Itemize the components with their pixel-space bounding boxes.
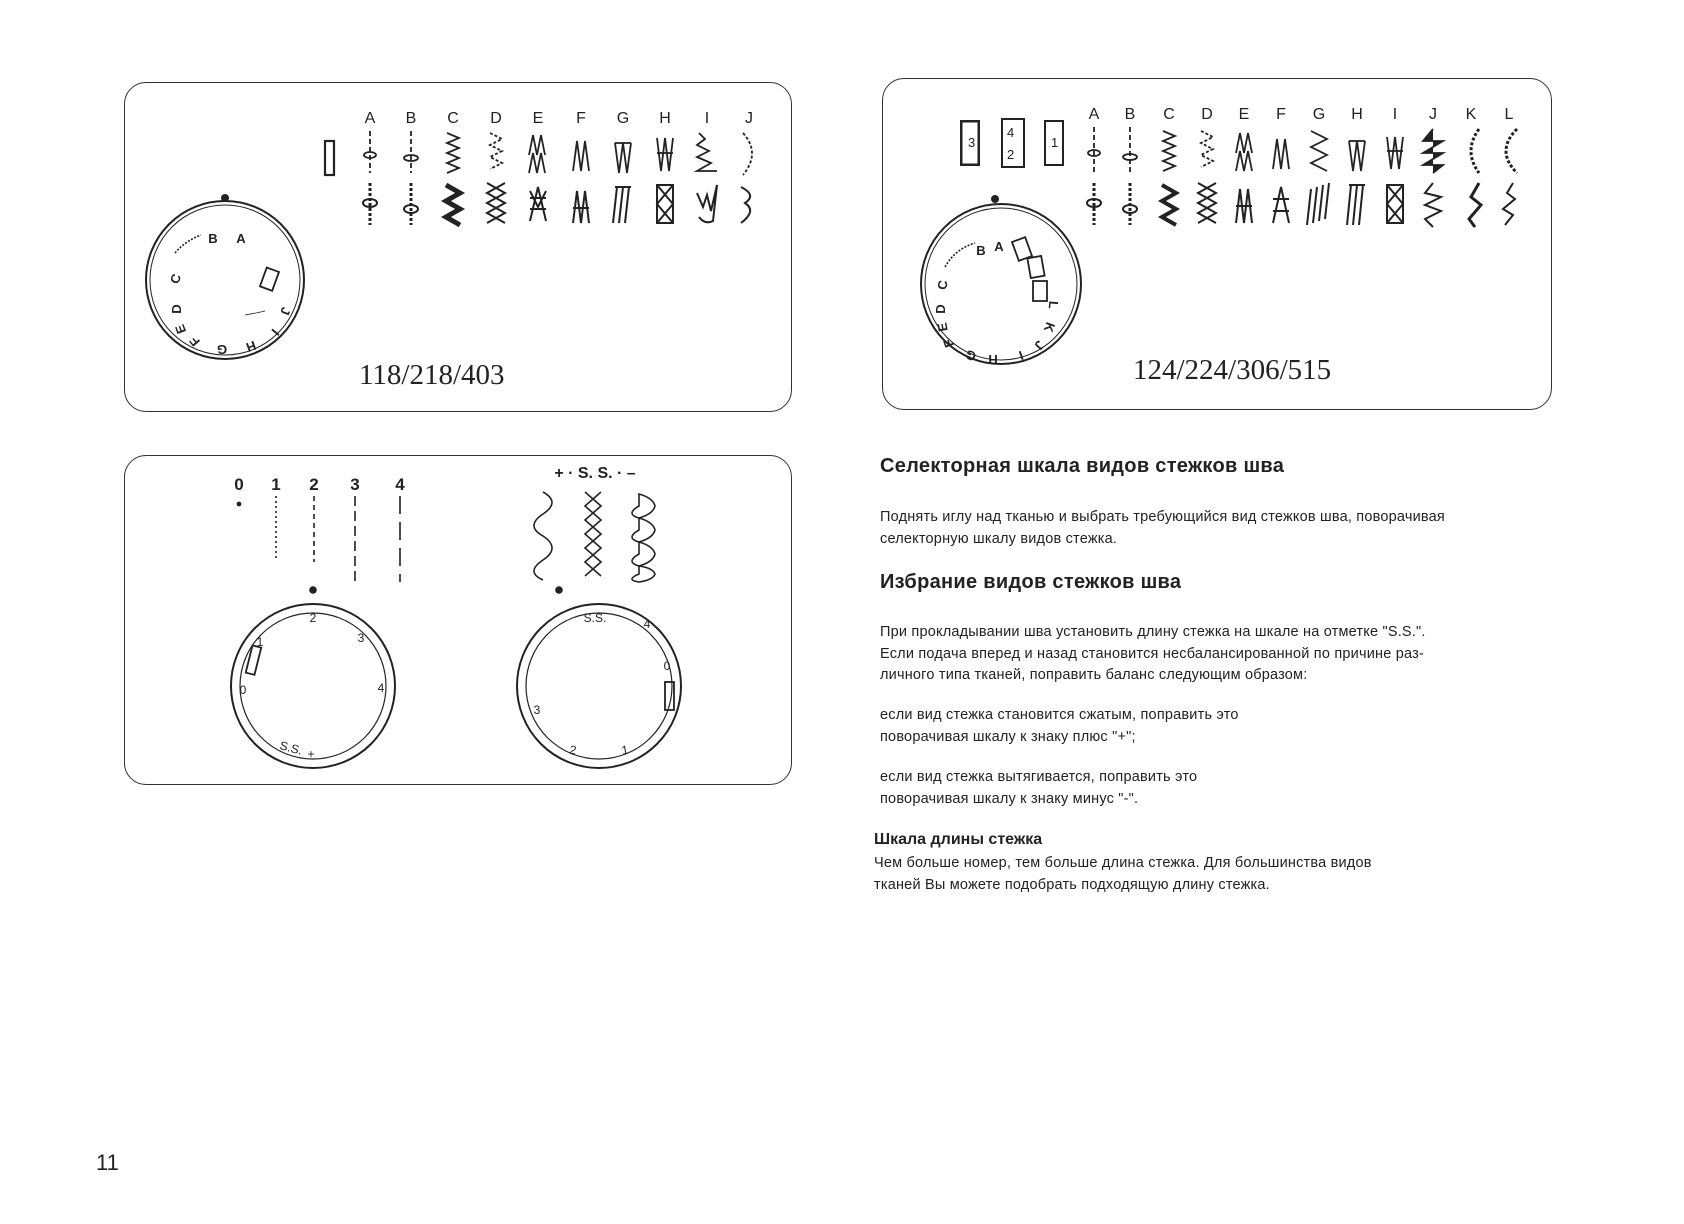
stitch-icon-h2 xyxy=(657,185,673,223)
dial-mark: 2 xyxy=(309,611,317,625)
stitch-symbols-row-1 xyxy=(1088,127,1517,173)
dial-letter: E xyxy=(171,322,190,336)
text-line: Чем больше номер, тем больше длина стежка. Для большинства видов xyxy=(874,855,1372,871)
dial-letter: C xyxy=(934,278,951,291)
stitch-icon-d1 xyxy=(490,133,502,169)
paragraph-minus xyxy=(880,767,1197,810)
pattern-letter: F xyxy=(576,110,586,127)
text-line: Если подача вперед и назад становится несбалансированной по причине раз- xyxy=(880,645,1424,662)
dial-letter: I xyxy=(1016,347,1026,364)
pattern-letter: A xyxy=(1088,106,1100,123)
pattern-letter: D xyxy=(490,110,502,127)
stitch-icon-d2 xyxy=(1198,183,1216,223)
stitch-icon-g1 xyxy=(615,143,631,173)
dial-mark: 3 xyxy=(357,631,365,645)
stitch-chart-118 xyxy=(125,83,793,413)
dial-letter: D xyxy=(169,304,184,314)
dial-letter: G xyxy=(962,346,979,365)
pattern-letter: H xyxy=(659,110,671,127)
balance-stitch-samples xyxy=(534,492,655,582)
stitch-icon-e1 xyxy=(1236,133,1252,171)
pattern-letter: G xyxy=(1312,106,1326,123)
stitch-icon-f2 xyxy=(573,191,589,223)
pattern-letter: F xyxy=(1276,106,1286,123)
stitch-icon-h1 xyxy=(1349,141,1365,171)
stitch-icon-d1 xyxy=(1201,131,1213,167)
dial-mark: 4 xyxy=(377,681,385,695)
stitch-icon-j1 xyxy=(743,133,752,175)
stitch-icon-h2 xyxy=(1347,185,1365,225)
stitch-icon-h1 xyxy=(657,138,673,171)
dial-letter: B xyxy=(976,243,986,258)
pattern-letter: C xyxy=(447,110,459,127)
dial-letter: J xyxy=(1031,337,1048,353)
paragraph-select-stitch xyxy=(880,507,1445,550)
length-balance-diagram xyxy=(125,456,793,786)
balance-label: + · S. S. · – xyxy=(554,465,636,482)
dial-indicator-dot xyxy=(991,195,999,203)
stitch-icon-d2 xyxy=(487,183,505,223)
stitch-icon-a2 xyxy=(1087,183,1101,225)
dial-mark: 1 xyxy=(256,635,264,649)
dial-letter: D xyxy=(933,304,948,314)
dial-letter: J xyxy=(277,305,294,318)
text-line: тканей Вы можете подобрать подходящую длину стежка. xyxy=(874,876,1270,893)
stitch-icon-b1 xyxy=(404,131,418,173)
pattern-letter: K xyxy=(1465,106,1477,123)
stitch-length-dial[interactable] xyxy=(231,604,395,768)
stitch-icon-e2 xyxy=(1236,189,1252,223)
pattern-letter: I xyxy=(1392,106,1398,123)
stitch-icon-e1 xyxy=(529,135,545,173)
dial-letter: I xyxy=(268,326,283,339)
dial-letter: E xyxy=(934,321,951,333)
dial-mark: 0 xyxy=(663,659,671,673)
dial-letter: L xyxy=(1045,300,1062,310)
pattern-letter: B xyxy=(1124,106,1136,123)
pattern-letter: G xyxy=(616,110,630,127)
dial-letter: H xyxy=(988,352,998,367)
length-number: 2 xyxy=(309,475,319,494)
text-line: личного типа тканей, поправить баланс следующим образом: xyxy=(880,667,1308,683)
stitch-icon-c2 xyxy=(446,185,460,225)
pattern-letter: L xyxy=(1504,106,1514,123)
dial-indicator-dot xyxy=(309,586,317,594)
dial-letter: F xyxy=(940,336,957,350)
stitch-icon-a2 xyxy=(363,183,377,225)
dial-mark: 3 xyxy=(533,703,541,717)
length-number: 1 xyxy=(271,475,281,494)
text-line: Поднять иглу над тканью и выбрать требующийся вид стежков шва, поворачивая xyxy=(880,509,1445,525)
stitch-chart-124 xyxy=(883,79,1553,411)
needle-pos: 4 xyxy=(1007,125,1015,140)
dial-letter: F xyxy=(186,333,203,350)
stitch-icon-c1 xyxy=(1163,131,1175,171)
stitch-icon-i1 xyxy=(697,133,717,171)
text-line: селекторную шкалу видов стежка. xyxy=(880,530,1118,547)
stitch-icon-g2 xyxy=(613,187,631,223)
text-line: поворачивая шкалу к знаку плюс "+"; xyxy=(880,728,1136,745)
needle-pos: 3 xyxy=(968,135,976,150)
needle-position-boxes xyxy=(961,119,1063,167)
dial-mark: 2 xyxy=(568,742,578,758)
heading-choose-stitch: Избрание видов стежков шва xyxy=(880,571,1182,593)
pattern-letter: J xyxy=(1429,106,1437,123)
stitch-icon-j2 xyxy=(1425,183,1441,227)
stitch-icon-j1 xyxy=(1423,129,1443,173)
length-number: 0 xyxy=(234,475,244,494)
dial-panel-length-balance xyxy=(124,455,792,785)
stitch-icon-i2 xyxy=(697,185,717,222)
stitch-panel-124 xyxy=(882,78,1552,410)
pattern-letter: B xyxy=(405,110,417,127)
needle-pos: 1 xyxy=(1051,135,1059,150)
dial-mark: 4 xyxy=(643,617,651,631)
model-number: 118/218/403 xyxy=(359,359,505,391)
text-line: поворачивая шкалу к знаку минус "-". xyxy=(880,790,1139,807)
text-line: если вид стежка становится сжатым, поправить это xyxy=(880,707,1239,723)
stitch-icon-f1 xyxy=(1273,139,1289,169)
stitch-icon-k1 xyxy=(1471,129,1479,173)
pattern-letter: C xyxy=(1163,106,1175,123)
stitch-icon-a1 xyxy=(364,131,376,173)
stitch-icon-b1 xyxy=(1123,127,1137,173)
stitch-icon-k2 xyxy=(1469,183,1481,227)
dial-letter: A xyxy=(994,239,1004,254)
heading-selector-dial: Селекторная шкала видов стежков шва xyxy=(880,455,1285,477)
paragraph-balance xyxy=(880,622,1426,687)
dial-mark: + xyxy=(307,747,315,761)
dial-letter: K xyxy=(1040,320,1059,335)
stitch-icon-b2 xyxy=(1123,183,1137,225)
stitch-icon-a1 xyxy=(1088,127,1100,173)
stitch-icon-i1 xyxy=(1387,137,1403,169)
stitch-icon-f2 xyxy=(1273,187,1289,223)
stitch-icon-c2 xyxy=(1162,185,1176,225)
paragraph-plus xyxy=(880,705,1239,748)
dial-letter: G xyxy=(216,342,228,357)
straight-stitch-icon xyxy=(325,141,334,175)
stitch-icon-g2 xyxy=(1307,183,1329,225)
pattern-selector-dial[interactable] xyxy=(921,204,1081,367)
dial-mark: 0 xyxy=(239,683,247,697)
dial-indicator-dot xyxy=(555,586,563,594)
length-stitch-lines xyxy=(237,496,400,582)
stitch-icon-l2 xyxy=(1503,183,1515,225)
stitch-icon-j2 xyxy=(741,187,750,223)
stitch-icon-g1 xyxy=(1311,131,1327,171)
stitch-icon-l1 xyxy=(1506,129,1517,173)
heading-stitch-length: Шкала длины стежка xyxy=(874,831,1043,848)
stitch-icon-f1 xyxy=(573,141,589,171)
text-line: При прокладывании шва установить длину стежка на шкале на отметке "S.S.". xyxy=(880,624,1426,640)
stitch-symbols-row-2 xyxy=(1087,183,1515,227)
dial-letter: H xyxy=(244,337,259,356)
stitch-symbols-row-1 xyxy=(364,131,752,175)
dial-letter: B xyxy=(208,231,218,246)
pattern-letter: I xyxy=(704,110,710,127)
dial-letter: A xyxy=(236,231,246,246)
text-line: если вид стежка вытягивается, поправить это xyxy=(880,769,1198,785)
pattern-letter: A xyxy=(364,110,376,127)
dial-mark: S.S. xyxy=(278,738,304,758)
needle-pos: 2 xyxy=(1007,147,1015,162)
length-number: 4 xyxy=(395,475,405,494)
stitch-icon-b2 xyxy=(404,183,418,225)
dial-letter: C xyxy=(166,271,185,286)
pattern-letter: E xyxy=(532,110,544,127)
pattern-selector-dial[interactable] xyxy=(146,201,304,359)
length-number: 3 xyxy=(350,475,360,494)
stitch-icon-c1 xyxy=(447,133,459,173)
balance-dial[interactable] xyxy=(517,604,681,768)
stitch-panel-118 xyxy=(124,82,792,412)
dial-mark: S.S. xyxy=(583,611,607,625)
pattern-letter: J xyxy=(745,110,753,127)
model-number: 124/224/306/515 xyxy=(1133,354,1332,386)
pattern-letter: D xyxy=(1201,106,1213,123)
page-number: 11 xyxy=(96,1150,119,1175)
stitch-icon-e2 xyxy=(530,187,546,221)
stitch-icon-i2 xyxy=(1387,185,1403,223)
pattern-letter: H xyxy=(1351,106,1363,123)
stitch-symbols-row-2 xyxy=(363,183,750,225)
paragraph-stitch-length xyxy=(874,853,1372,896)
dial-mark: 1 xyxy=(620,742,630,758)
pattern-letter: E xyxy=(1238,106,1250,123)
